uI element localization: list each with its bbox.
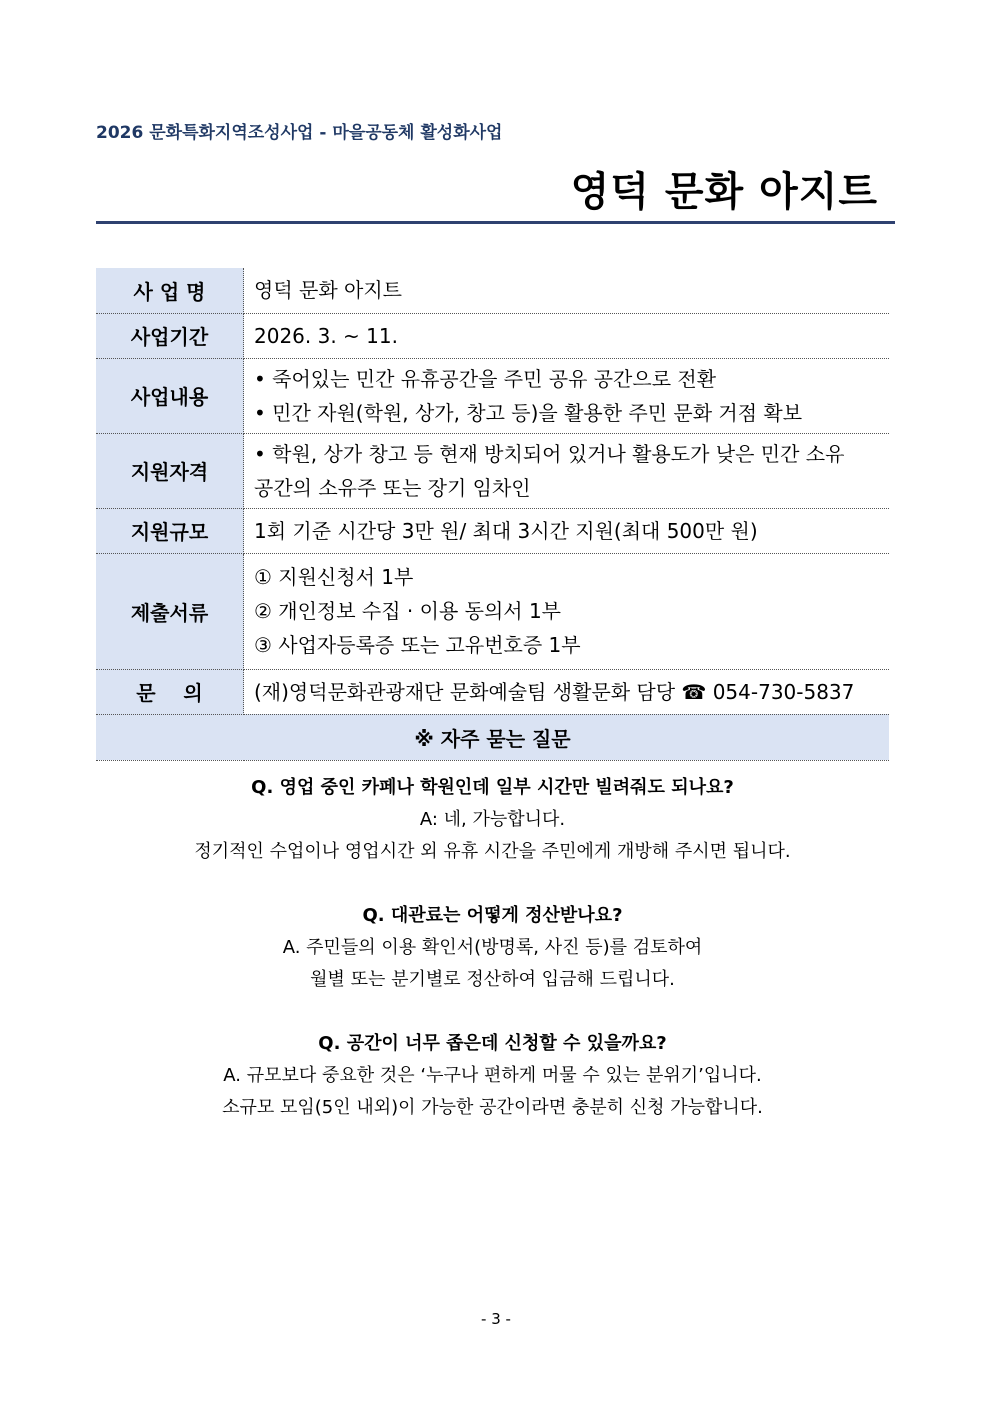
row-value [244, 358, 890, 433]
value-line: • 학원, 상가 창고 등 현재 방치되어 있거나 활용도가 낮은 민간 소유 [254, 441, 845, 466]
value-line: ③ 사업자등록증 또는 고유번호증 1부 [254, 633, 581, 657]
table-row [96, 669, 889, 714]
table-row [96, 553, 889, 669]
row-label: 제출서류 [96, 553, 244, 669]
value-line: (재)영덕문화관광재단 문화예술팀 생활문화 담당 ☎ 054-730-5837 [254, 679, 855, 704]
faq-item [96, 900, 889, 996]
row-value [244, 313, 890, 358]
table-row [96, 358, 889, 433]
faq-answer-line: A: 네, 가능합니다. [419, 809, 566, 830]
page-title: 영덕 문화 아지트 [570, 169, 878, 215]
faq-answer-line: A. 규모보다 중요한 것은 ‘누구나 편하게 머물 수 있는 분위기’입니다. [223, 1065, 762, 1086]
faq-answer-line: 월별 또는 분기별로 정산하여 입금해 드립니다. [310, 969, 675, 990]
row-label: 사업내용 [96, 358, 244, 433]
value-line: 공간의 소유주 또는 장기 임차인 [254, 475, 531, 500]
row-label: 문 의 [96, 669, 244, 714]
row-value [244, 268, 890, 313]
value-line: 1회 기준 시간당 3만 원/ 최대 3시간 지원(최대 500만 원) [254, 518, 758, 543]
page-number: - 3 - [481, 1310, 511, 1328]
faq-question: Q. 대관료는 어떻게 정산받나요? [362, 905, 623, 926]
table-row [96, 268, 889, 313]
faq-item [96, 1028, 889, 1124]
value-line: • 죽어있는 민간 유휴공간을 주민 공유 공간으로 전환 [254, 366, 717, 391]
row-value [244, 508, 890, 553]
row-label: 지원규모 [96, 508, 244, 553]
row-value [244, 553, 890, 669]
faq-question: Q. 영업 중인 카페나 학원인데 일부 시간만 빌려줘도 되나요? [251, 777, 734, 798]
value-line: • 민간 자원(학원, 상가, 창고 등)을 활용한 주민 문화 거점 확보 [254, 400, 803, 425]
table-row [96, 433, 889, 508]
row-label: 사 업 명 [96, 268, 244, 313]
faq-item [96, 772, 889, 868]
value-line: ② 개인정보 수집 · 이용 동의서 1부 [254, 599, 561, 623]
row-label: 지원자격 [96, 433, 244, 508]
title-divider [96, 221, 895, 224]
table-row [96, 313, 889, 358]
row-value [244, 433, 890, 508]
table-row [96, 508, 889, 553]
document-subtitle: 2026 문화특화지역조성사업 - 마을공동체 활성화사업 [96, 123, 503, 143]
row-value [244, 669, 890, 714]
value-line: ① 지원신청서 1부 [254, 565, 414, 589]
value-line: 2026. 3. ~ 11. [254, 323, 398, 348]
faq-answer-line: 소규모 모임(5인 내외)이 가능한 공간이라면 충분히 신청 가능합니다. [222, 1097, 763, 1118]
faq-header-row [96, 714, 889, 760]
faq-answer-line: A. 주민들의 이용 확인서(방명록, 사진 등)를 검토하여 [282, 937, 703, 958]
row-label: 사업기간 [96, 313, 244, 358]
value-line: 영덕 문화 아지트 [254, 278, 402, 303]
project-info-table [96, 268, 889, 761]
faq-answer-line: 정기적인 수업이나 영업시간 외 유휴 시간을 주민에게 개방해 주시면 됩니다. [194, 841, 791, 862]
faq-question: Q. 공간이 너무 좁은데 신청할 수 있을까요? [318, 1033, 667, 1054]
faq-header: ※ 자주 묻는 질문 [96, 714, 889, 760]
